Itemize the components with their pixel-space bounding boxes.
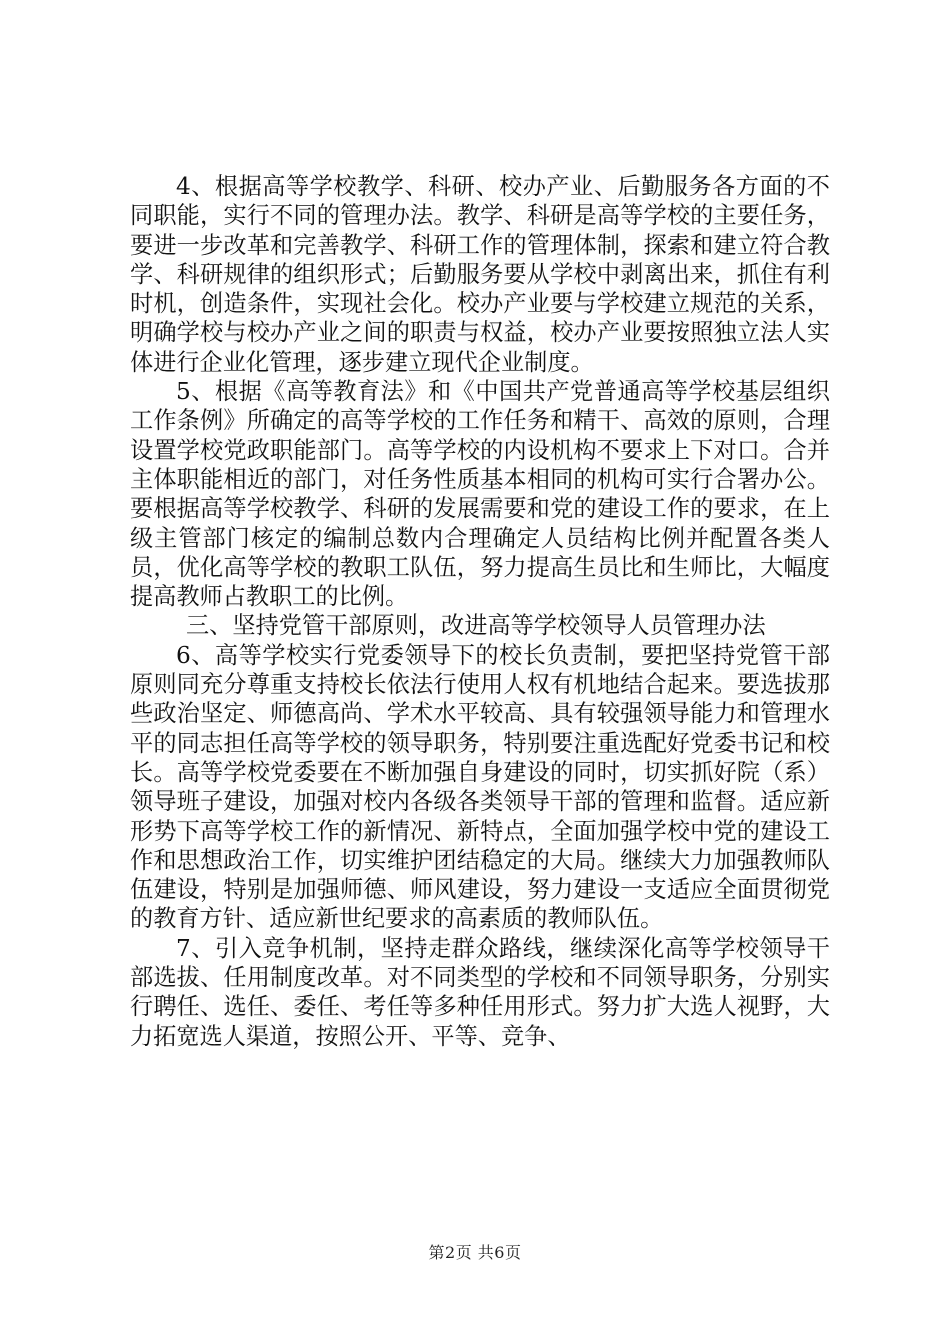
paragraph-7: 7、引入竞争机制，坚持走群众路线，继续深化高等学校领导干部选拔、任用制度改革。对不同类型的学校和不同领导职务，分别实行聘任、选任、委任、考任等多种任用形式。努力扩大选人视野，大力拓宽选人渠道，按照公开、平等、竞争、 <box>130 934 830 1050</box>
paragraph-5: 5、根据《高等教育法》和《中国共产党普通高等学校基层组织工作条例》所确定的高等学校的工作任务和精干、高效的原则，合理设置学校党政职能部门。高等学校的内设机构不要求上下对口。合并主体职能相近的部门，对任务性质基本相同的机构可实行合署办公。要根据高等学校教学、科研的发展需要和党的建设工作的要求，在上级主管部门核定的编制总数内合理确定人员结构比例并配置各类人员，优化高等学校的教职工队伍，努力提高生员比和生师比，大幅度提高教师占教职工的比例。 <box>130 378 830 611</box>
document-body <box>130 172 830 1051</box>
page-footer: 第2页 共6页 <box>428 1243 522 1262</box>
paragraph-6: 6、高等学校实行党委领导下的校长负责制，要把坚持党管干部原则同充分尊重支持校长依法行使用人权有机地结合起来。要选拔那些政治坚定、师德高尚、学术水平较高、具有较强领导能力和管理水平的同志担任高等学校的领导职务，特别要注重选配好党委书记和校长。高等学校党委要在不断加强自身建设的同时，切实抓好院（系）领导班子建设，加强对校内各级各类领导干部的管理和监督。适应新形势下高等学校工作的新情况、新特点，全面加强学校中党的建设工作和思想政治工作，切实维护团结稳定的大局。继续大力加强教师队伍建设，特别是加强师德、师风建设，努力建设一支适应全面贯彻党的教育方针、适应新世纪要求的高素质的教师队伍。 <box>130 641 830 933</box>
paragraph-4: 4、根据高等学校教学、科研、校办产业、后勤服务各方面的不同职能，实行不同的管理办法。教学、科研是高等学校的主要任务，要进一步改革和完善教学、科研工作的管理体制，探索和建立符合教学、科研规律的组织形式；后勤服务要从学校中剥离出来，抓住有利时机，创造条件，实现社会化。校办产业要与学校建立规范的关系，明确学校与校办产业之间的职责与权益，校办产业要按照独立法人实体进行企业化管理，逐步建立现代企业制度。 <box>130 173 830 376</box>
section-heading-3: 三、坚持党管干部原则，改进高等学校领导人员管理办法 <box>186 612 766 640</box>
